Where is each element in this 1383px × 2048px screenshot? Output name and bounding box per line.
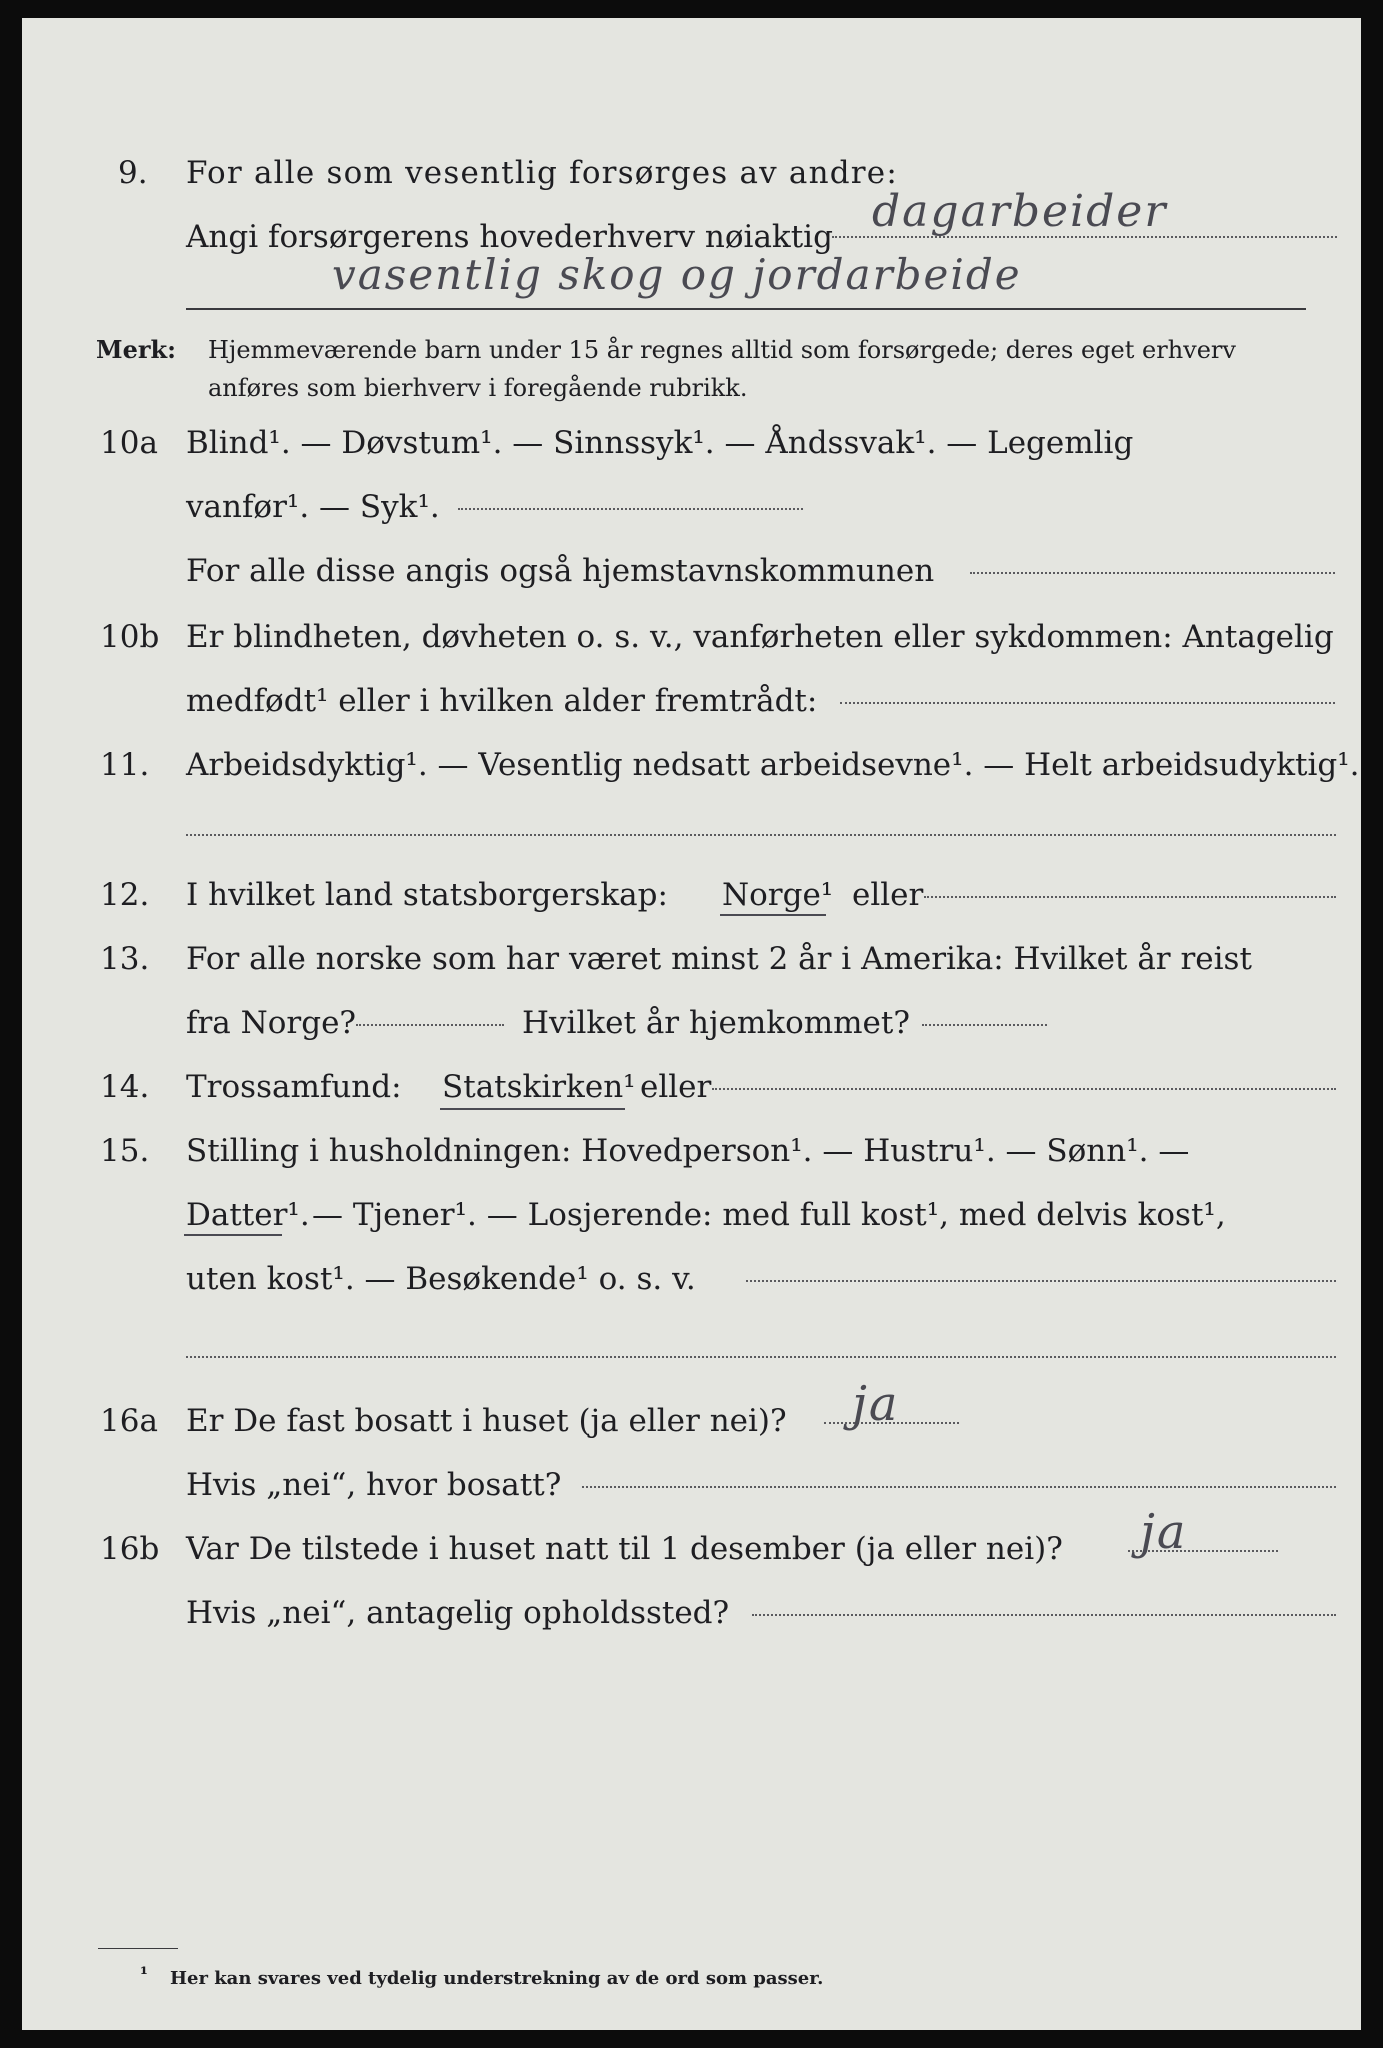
- footnote-rule: [98, 1948, 178, 1949]
- q10b-answer-line: [840, 702, 1335, 704]
- merk-line2: anføres som bierhverv i foregående rubrikk.: [208, 374, 748, 402]
- q10a-line1: Blind¹. — Døvstum¹. — Sinnssyk¹. — Åndssvak¹. — Legemlig: [186, 425, 1134, 461]
- q15-answer-line: [746, 1280, 1336, 1282]
- form-page: [22, 18, 1361, 2030]
- q12-norge: Norge¹: [722, 877, 834, 913]
- q9-answer-line2: [186, 308, 1306, 310]
- q16a-handwritten-answer: ja: [852, 1376, 900, 1432]
- q10b-line2: medfødt¹ eller i hvilken alder fremtrådt:: [186, 683, 818, 719]
- q13-hjemkommet-line: [922, 1024, 1047, 1026]
- q10b-number: 10b: [100, 619, 160, 655]
- q16a-line1: Er De fast bosatt i huset (ja eller nei)?: [186, 1403, 787, 1439]
- q15-datter: Datter¹.: [186, 1197, 310, 1233]
- q10a-answer-line: [458, 508, 803, 510]
- footnote-text: Her kan svares ved tydelig understrekning av de ord som passer.: [170, 1968, 824, 1989]
- q11-number: 11.: [100, 747, 150, 783]
- q15-line2: — Tjener¹. — Losjerende: med full kost¹, med delvis kost¹,: [312, 1197, 1226, 1233]
- merk-line1: Hjemmeværende barn under 15 år regnes alltid som forsørgede; deres eget erhverv: [208, 336, 1236, 364]
- q13-line1: For alle norske som har været minst 2 år i Amerika: Hvilket år reist: [186, 941, 1252, 977]
- q15-answer-line2: [186, 1356, 1336, 1358]
- q16b-line1: Var De tilstede i huset natt til 1 desember (ja eller nei)?: [186, 1531, 1063, 1567]
- q15-line3: uten kost¹. — Besøkende¹ o. s. v.: [186, 1261, 696, 1297]
- q13-line2b: Hvilket år hjemkommet?: [522, 1005, 910, 1041]
- q10b-line1: Er blindheten, døvheten o. s. v., vanførheten eller sykdommen: Antagelig: [186, 619, 1334, 655]
- q12-eller: eller: [852, 877, 924, 913]
- q12-norge-underline: [720, 914, 826, 916]
- q10a-kommune-line: [970, 572, 1335, 574]
- q9-line2: Angi forsørgerens hovederhverv nøiaktig: [186, 219, 833, 255]
- q10a-line3: For alle disse angis også hjemstavnskommunen: [186, 553, 935, 589]
- q13-reist-line: [356, 1024, 504, 1026]
- q10a-line2: vanfør¹. — Syk¹.: [186, 489, 440, 525]
- q14-answer-line: [712, 1088, 1336, 1090]
- q16a-number: 16a: [100, 1403, 158, 1439]
- q16b-number: 16b: [100, 1531, 160, 1567]
- q14-prefix: Trossamfund:: [186, 1069, 402, 1105]
- q14-eller: eller: [640, 1069, 712, 1105]
- q9-number: 9.: [118, 155, 148, 191]
- q13-number: 13.: [100, 941, 150, 977]
- q16a-line2: Hvis „nei“, hvor bosatt?: [186, 1467, 562, 1503]
- q16b-handwritten-answer: ja: [1140, 1504, 1188, 1560]
- q11-line1: Arbeidsdyktig¹. — Vesentlig nedsatt arbeidsevne¹. — Helt arbeidsudyktig¹.: [186, 747, 1360, 783]
- q9-line1: For alle som vesentlig forsørges av andre:: [186, 155, 898, 191]
- merk-label: Merk:: [96, 335, 176, 364]
- q14-number: 14.: [100, 1069, 150, 1105]
- q15-datter-underline: [184, 1234, 282, 1236]
- q15-number: 15.: [100, 1133, 150, 1169]
- q16a-bosatt-line: [582, 1486, 1336, 1488]
- footnote-mark: ¹: [140, 1964, 148, 1985]
- q10a-number: 10a: [100, 425, 158, 461]
- q12-number: 12.: [100, 877, 150, 913]
- q15-line1: Stilling i husholdningen: Hovedperson¹. — Hustru¹. — Sønn¹. —: [186, 1133, 1190, 1169]
- q14-statskirken-underline: [440, 1108, 625, 1110]
- q12-prefix: I hvilket land statsborgerskap:: [186, 877, 668, 913]
- q13-line2a: fra Norge?: [186, 1005, 357, 1041]
- q16b-opholdssted-line: [752, 1614, 1336, 1616]
- q11-answer-line: [186, 834, 1336, 836]
- q16b-line2: Hvis „nei“, antagelig opholdssted?: [186, 1595, 730, 1631]
- q9-handwritten-answer1: dagarbeider: [872, 186, 1168, 237]
- q14-statskirken: Statskirken¹: [442, 1069, 636, 1105]
- q12-answer-line: [924, 896, 1336, 898]
- q9-handwritten-answer2: vasentlig skog og jordarbeide: [332, 250, 1022, 299]
